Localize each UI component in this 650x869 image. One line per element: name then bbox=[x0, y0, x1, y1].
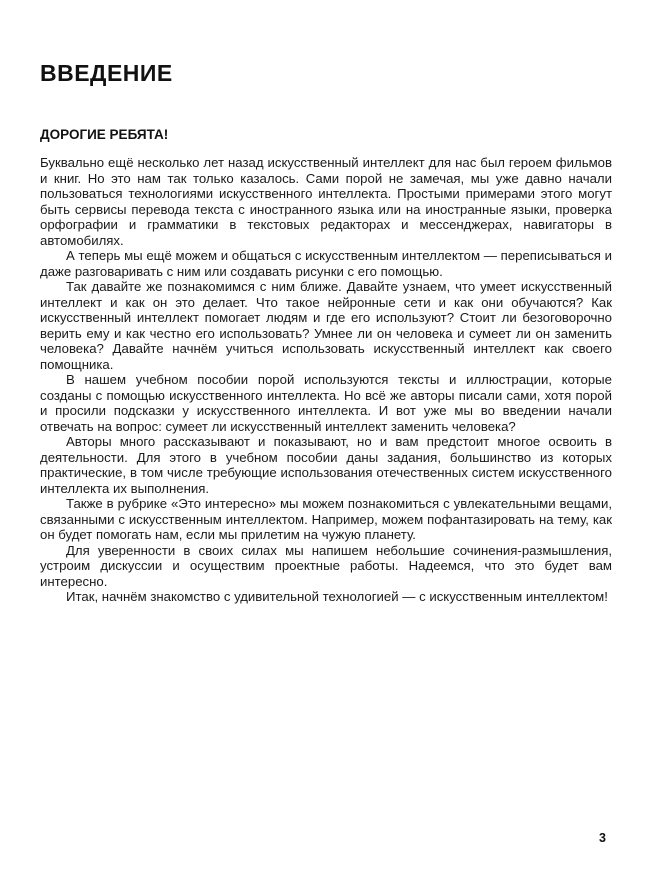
page-number: 3 bbox=[599, 831, 606, 845]
section-heading: ДОРОГИЕ РЕБЯТА! bbox=[40, 127, 169, 142]
paragraph: Также в рубрике «Это интересно» мы можем познакомиться с увлекательными вещами, связанными с искусственным интеллектом. Например, можем пофантазировать на тему, как он будет помогать нам, если мы прилетим на чужую планету. bbox=[40, 496, 612, 543]
paragraph: Для уверенности в своих силах мы напишем небольшие сочинения-размышления, устроим дискуссии и осуществим проектные работы. Надеемся, что это будет вам интересно. bbox=[40, 542, 612, 589]
paragraph: Авторы много рассказывают и показывают, но и вам предстоит многое освоить в деятельности. Для этого в учебном пособии даны задания, большинство из которых практические, в том числе требующие использования отечественных систем искусственного интеллекта их выполнения. bbox=[40, 434, 612, 496]
paragraph: Так давайте же познакомимся с ним ближе. Давайте узнаем, что умеет искусственный интеллект и как он это делает. Что такое нейронные сети и как они обучаются? Как искусственный интеллект помогает людям и где его используют? Стоит ли безоговорочно верить ему и как честно его использовать? Умнее ли он человека и сумеет ли он заменить человека? Давайте начнём учиться использовать искусственный интеллект как своего помощника. bbox=[40, 279, 612, 372]
body-text bbox=[40, 155, 612, 605]
page-title: ВВЕДЕНИЕ bbox=[40, 60, 173, 86]
paragraph: В нашем учебном пособии порой используются тексты и иллюстрации, которые созданы с помощью искусственного интеллекта. Но всё же авторы писали сами, хотя порой и просили подсказки у искусственного интеллекта. И вот уже мы во введении начали отвечать на вопрос: сумеет ли искусственный интеллект заменить человека? bbox=[40, 372, 612, 434]
text-column bbox=[40, 62, 612, 605]
paragraph: Буквально ещё несколько лет назад искусственный интеллект для нас был героем фильмов и книг. Но это нам так только казалось. Сами порой не замечая, мы уже давно начали пользоваться технологиями искусственного интеллекта. Простыми примерами этого могут быть сервисы перевода текста с иностранного языка или на иностранные языки, проверка орфографии и грамматики в текстовых редакторах и мессенджерах, навигаторы в автомобилях. bbox=[40, 155, 612, 248]
paragraph: Итак, начнём знакомство с удивительной технологией — с искусственным интеллектом! bbox=[66, 589, 608, 605]
paragraph: А теперь мы ещё можем и общаться с искусственным интеллектом — переписываться и даже разговаривать с ним или создавать рисунки с его помощью. bbox=[40, 248, 612, 279]
